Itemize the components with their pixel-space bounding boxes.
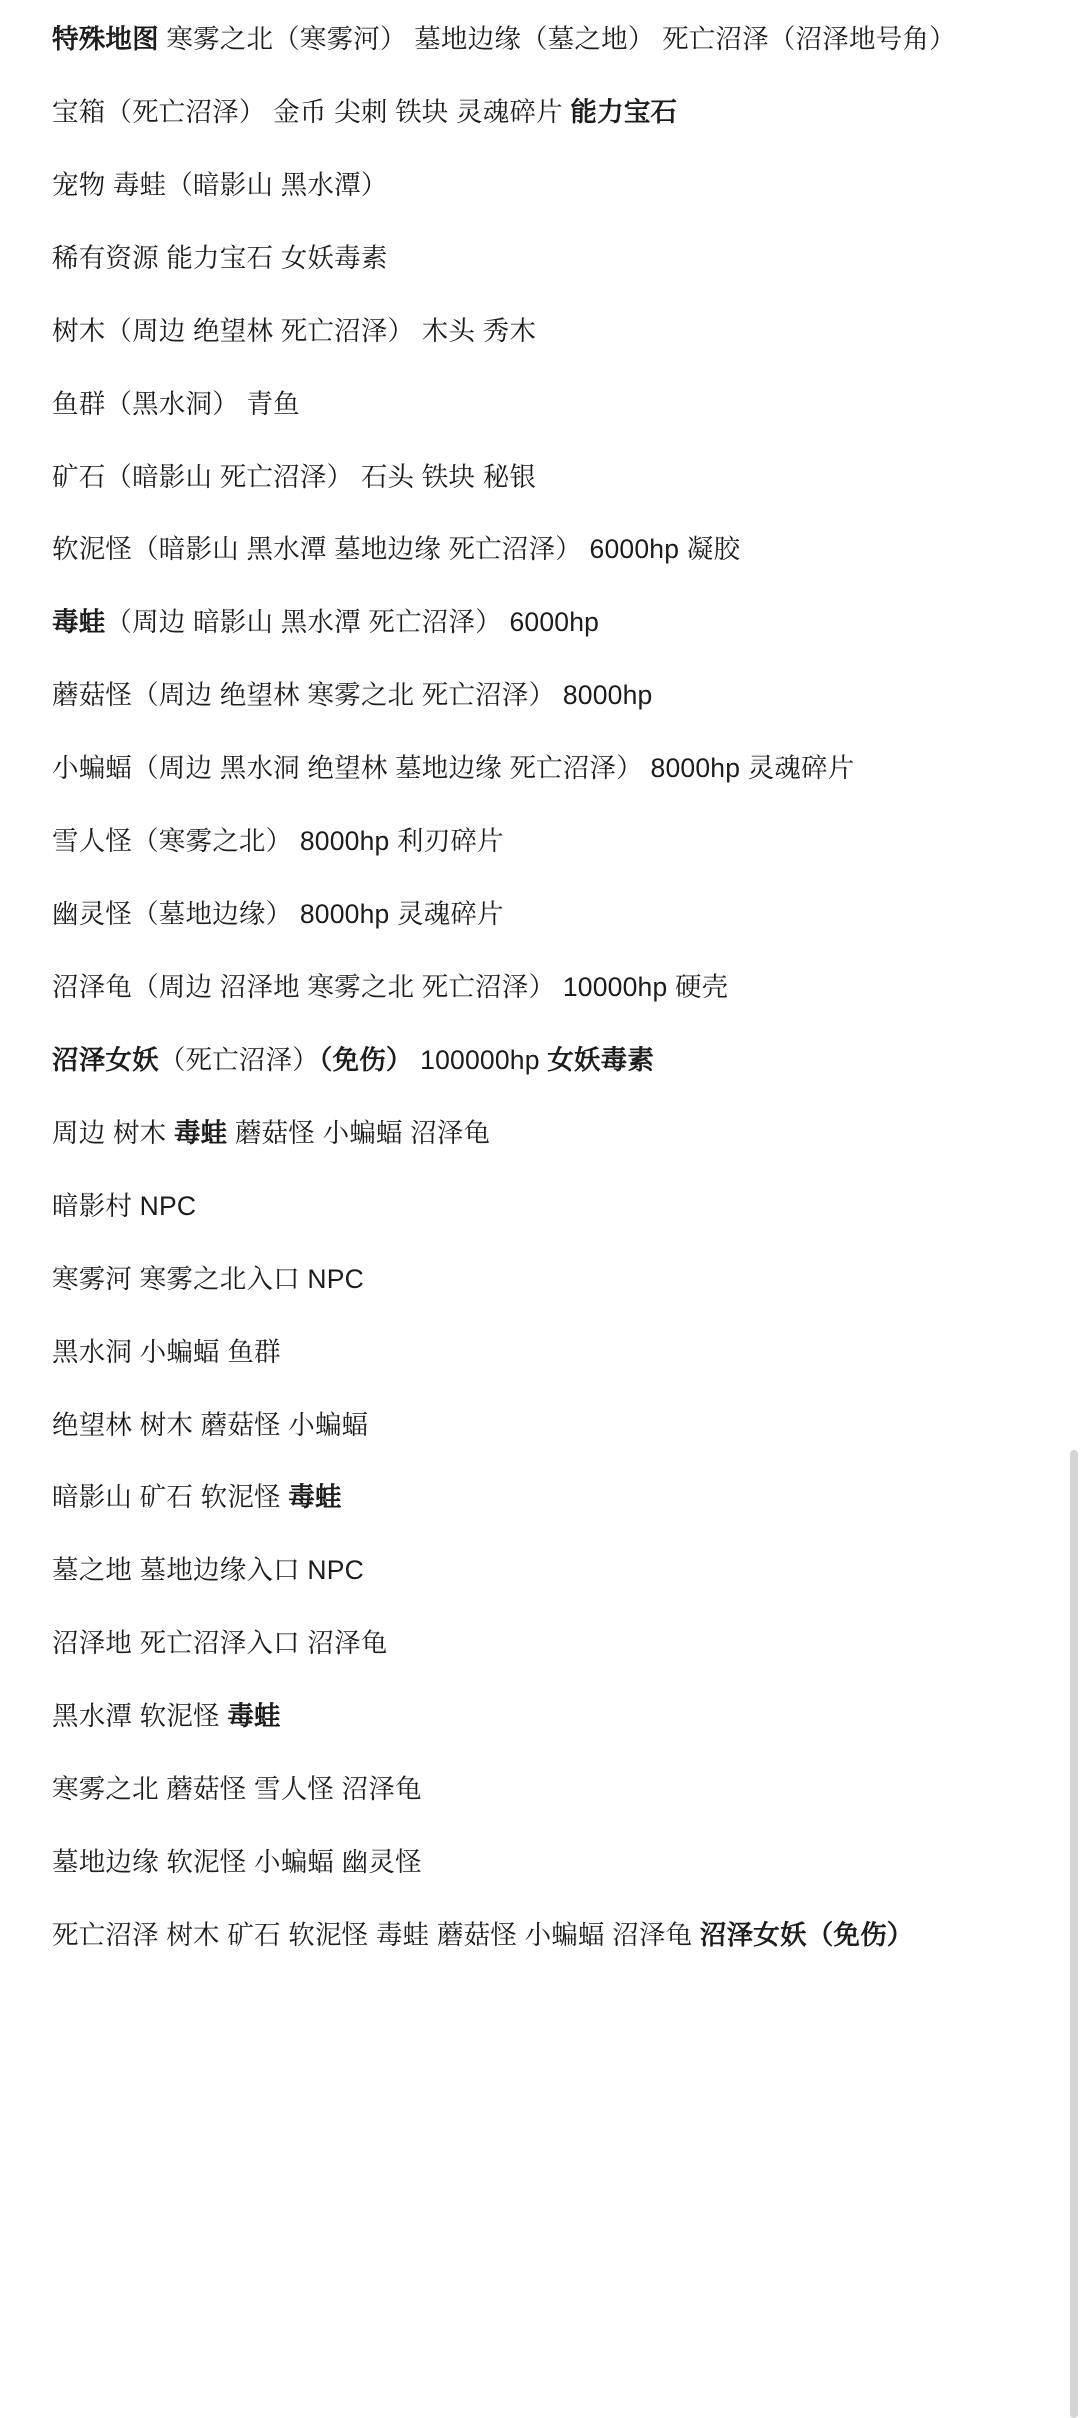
paragraph-trees — [52, 310, 1028, 353]
text-segment: 宝箱（死亡沼泽） 金币 尖刺 铁块 灵魂碎片 — [52, 96, 571, 127]
text-segment: 特殊地图 — [52, 24, 159, 54]
paragraph-fish-school — [52, 383, 1028, 426]
paragraph-small-bat — [52, 747, 1028, 790]
paragraph-poison-frog — [52, 601, 1028, 644]
text-segment: （免伤） — [319, 1044, 413, 1075]
text-segment: 矿石（暗影山 死亡沼泽） 石头 铁块 秘银 — [52, 461, 537, 492]
paragraph-area-shadow-village — [52, 1185, 1028, 1228]
text-segment: 软泥怪（暗影山 黑水潭 墓地边缘 死亡沼泽） 6000hp 凝胶 — [52, 534, 741, 565]
text-segment: 黑水洞 小蝙蝠 鱼群 — [52, 1336, 281, 1367]
text-segment: 毒蛙 — [288, 1482, 342, 1513]
text-segment: 小蝙蝠（周边 黑水洞 绝望林 墓地边缘 死亡沼泽） 8000hp 灵魂碎片 — [52, 753, 855, 784]
text-segment: 暗影村 NPC — [52, 1190, 197, 1221]
text-segment: 稀有资源 能力宝石 女妖毒素 — [52, 242, 388, 273]
text-segment: 雪人怪（寒雾之北） 8000hp 利刃碎片 — [52, 826, 504, 857]
text-segment: 死亡沼泽 树木 矿石 软泥怪 毒蛙 蘑菇怪 小蝙蝠 沼泽龟 — [52, 1919, 700, 1950]
text-segment: 沼泽女妖 — [52, 1044, 159, 1075]
text-segment: 寒雾之北（寒雾河） 墓地边缘（墓之地） 死亡沼泽（沼泽地号角） — [158, 24, 956, 54]
paragraph-area-grave-land — [52, 1549, 1028, 1592]
paragraph-area-shadow-mountain — [52, 1476, 1028, 1519]
paragraph-mushroom-monster — [52, 674, 1028, 717]
scrollbar-thumb[interactable] — [1070, 1450, 1078, 2418]
paragraph-area-cold-mist-north — [52, 1768, 1028, 1811]
text-segment: 墓地边缘 软泥怪 小蝙蝠 幽灵怪 — [52, 1847, 422, 1878]
text-segment: 沼泽龟（周边 沼泽地 寒雾之北 死亡沼泽） 10000hp 硬壳 — [52, 971, 729, 1002]
paragraph-pet — [52, 164, 1028, 207]
text-segment: （死亡沼泽） — [158, 1044, 320, 1075]
paragraph-area-swamp-land — [52, 1622, 1028, 1665]
paragraph-swamp-banshee — [52, 1039, 1028, 1082]
text-segment: 周边 树木 — [52, 1117, 174, 1148]
text-segment: 毒蛙 — [173, 1117, 228, 1148]
text-segment: 鱼群（黑水洞） 青鱼 — [52, 388, 300, 419]
paragraph-area-surroundings — [52, 1112, 1028, 1155]
paragraph-area-black-water-cave — [52, 1331, 1028, 1374]
paragraph-rare-resource — [52, 237, 1028, 280]
vertical-scrollbar[interactable] — [1070, 0, 1078, 2418]
paragraph-swamp-turtle — [52, 966, 1028, 1009]
text-segment: （周边 暗影山 黑水潭 死亡沼泽） 6000hp — [105, 607, 600, 638]
text-segment: 寒雾之北 蘑菇怪 雪人怪 沼泽龟 — [52, 1774, 422, 1805]
text-segment: 100000hp — [412, 1044, 548, 1075]
text-segment: 女妖毒素 — [547, 1044, 655, 1075]
text-segment: 幽灵怪（墓地边缘） 8000hp 灵魂碎片 — [52, 899, 504, 930]
text-segment: 毒蛙 — [52, 607, 106, 638]
paragraph-area-cold-mist-river — [52, 1258, 1028, 1301]
text-segment: 沼泽地 死亡沼泽入口 沼泽龟 — [52, 1628, 388, 1659]
text-segment: 寒雾河 寒雾之北入口 NPC — [52, 1263, 364, 1294]
text-segment: 沼泽女妖（免伤） — [699, 1919, 914, 1950]
paragraph-area-grave-edge — [52, 1841, 1028, 1884]
paragraph-slime — [52, 528, 1028, 571]
text-segment: 绝望林 树木 蘑菇怪 小蝙蝠 — [52, 1409, 369, 1440]
paragraph-treasure-chest — [52, 91, 1028, 134]
text-segment: 暗影山 矿石 软泥怪 — [52, 1482, 289, 1513]
text-segment: 蘑菇怪 小蝙蝠 沼泽龟 — [227, 1117, 491, 1148]
paragraph-special-maps — [52, 18, 1028, 61]
paragraph-ore — [52, 456, 1028, 499]
paragraph-ghost-monster — [52, 893, 1028, 936]
paragraph-area-black-water-pool — [52, 1695, 1028, 1738]
text-segment: 宠物 毒蛙（暗影山 黑水潭） — [52, 169, 388, 200]
paragraph-snowman-monster — [52, 820, 1028, 863]
text-segment: 墓之地 墓地边缘入口 NPC — [52, 1555, 364, 1586]
paragraph-area-death-swamp — [52, 1914, 1028, 1957]
text-segment: 能力宝石 — [570, 96, 678, 127]
text-segment: 树木（周边 绝望林 死亡沼泽） 木头 秀木 — [52, 315, 537, 346]
text-segment: 毒蛙 — [227, 1701, 281, 1732]
paragraph-area-despair-forest — [52, 1404, 1028, 1447]
text-segment: 黑水潭 软泥怪 — [52, 1701, 228, 1732]
text-segment: 蘑菇怪（周边 绝望林 寒雾之北 死亡沼泽） 8000hp — [52, 680, 653, 711]
